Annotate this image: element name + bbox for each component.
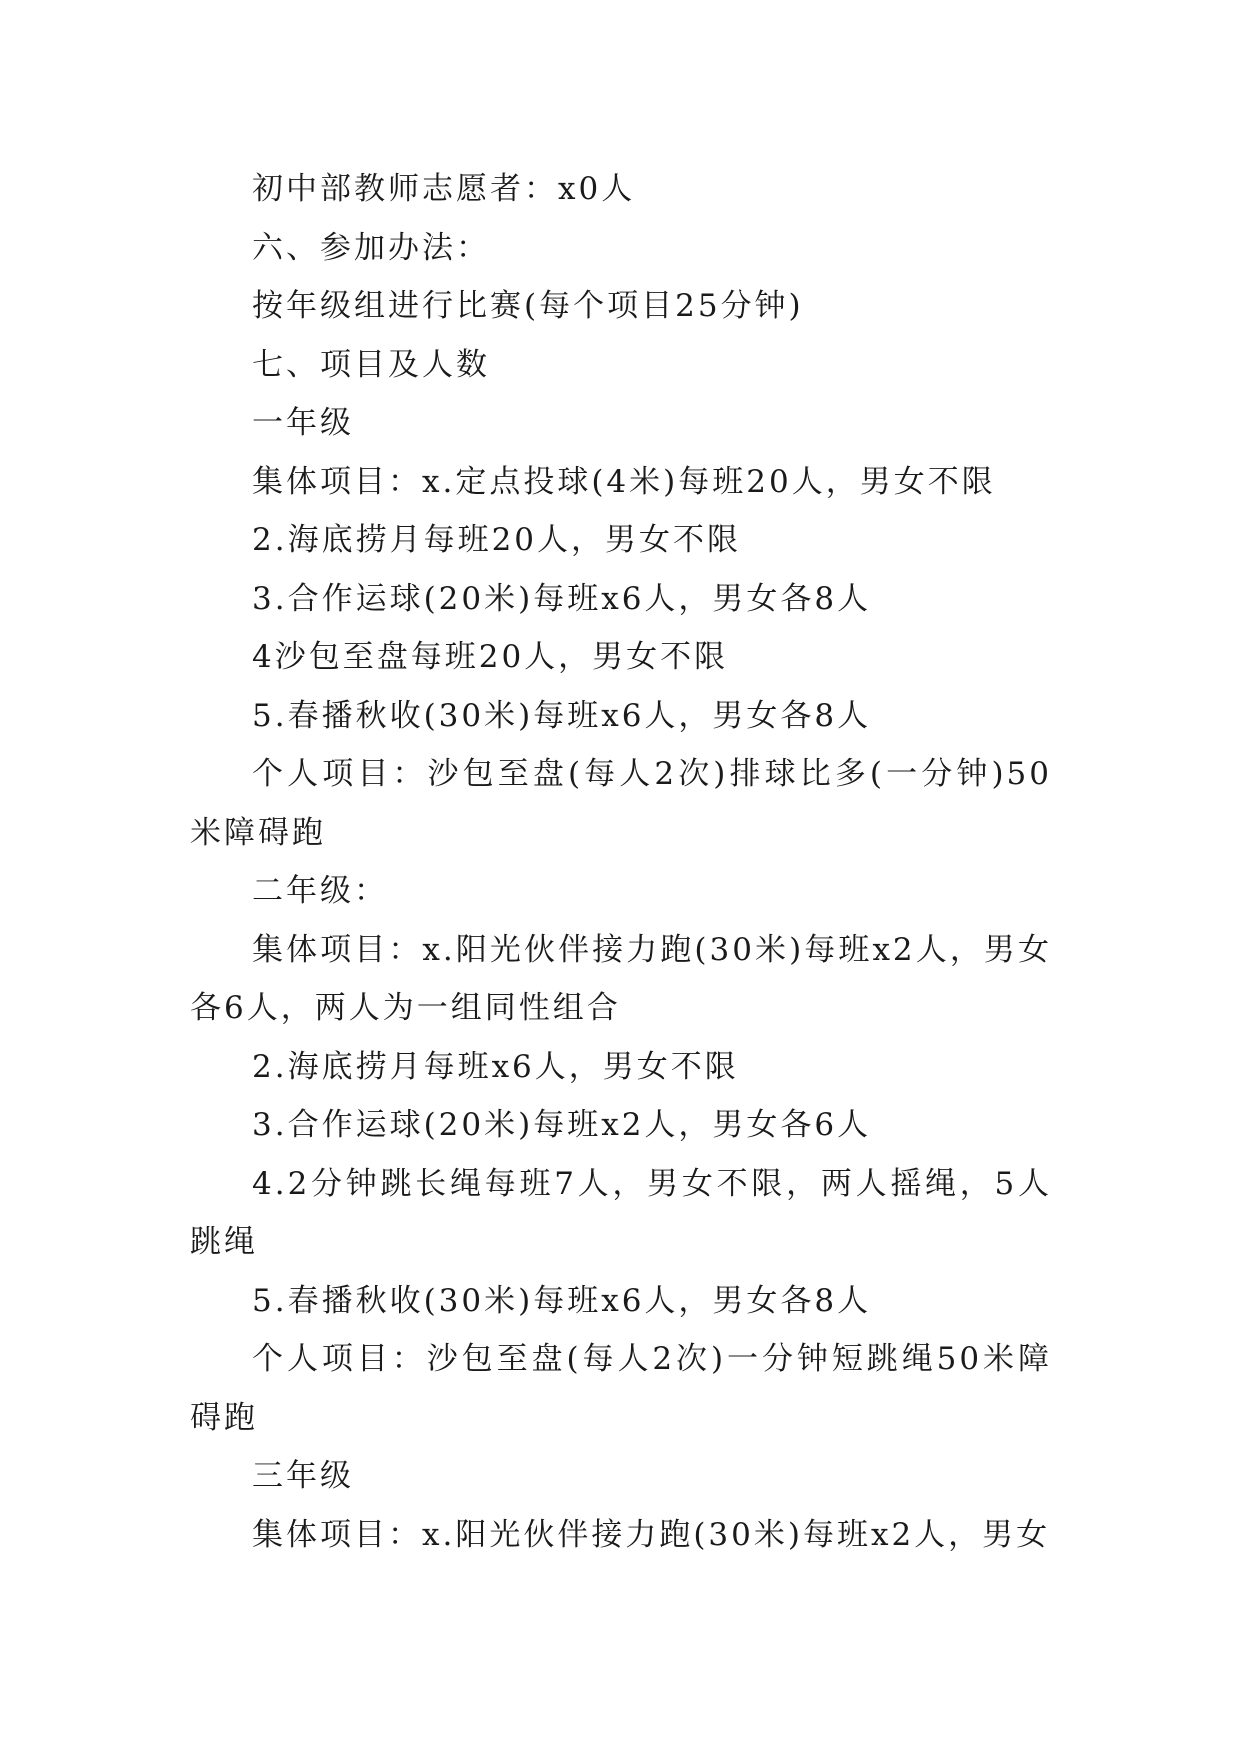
- grade-two-team-event-1: 集体项目：x.阳光伙伴接力跑(30米)每班x2人，男女各6人，两人为一组同性组合: [190, 931, 1052, 1026]
- paragraph-competition-format: 按年级组进行比赛(每个项目25分钟): [252, 288, 804, 324]
- grade-one-individual-events: 个人项目：沙包至盘(每人2次)排球比多(一分钟)50米障碍跑: [190, 756, 1052, 851]
- heading-grade-one: 一年级: [252, 405, 354, 441]
- heading-grade-three: 三年级: [252, 1458, 354, 1494]
- grade-one-team-event-1: 集体项目：x.定点投球(4米)每班20人，男女不限: [252, 463, 996, 500]
- grade-two-individual-events: 个人项目：沙包至盘(每人2次)一分钟短跳绳50米障碍跑: [190, 1341, 1052, 1436]
- grade-one-team-event-4: 4沙包至盘每班20人，男女不限: [252, 639, 729, 675]
- grade-two-team-event-4: 4.2分钟跳长绳每班7人，男女不限，两人摇绳，5人跳绳: [190, 1165, 1052, 1260]
- grade-one-team-event-5: 5.春播秋收(30米)每班x6人，男女各8人: [252, 697, 872, 734]
- grade-one-team-event-3: 3.合作运球(20米)每班x6人，男女各8人: [252, 580, 872, 617]
- grade-two-team-event-2: 2.海底捞月每班x6人，男女不限: [252, 1048, 739, 1085]
- heading-events-and-numbers: 七、项目及人数: [252, 346, 490, 383]
- document-page: [190, 160, 1052, 1564]
- paragraph-teacher-volunteers: 初中部教师志愿者：x0人: [252, 171, 636, 207]
- grade-one-team-event-2: 2.海底捞月每班20人，男女不限: [252, 522, 742, 558]
- grade-three-team-event-1: 集体项目：x.阳光伙伴接力跑(30米)每班x2人，男女: [252, 1516, 1051, 1553]
- heading-grade-two: 二年级：: [252, 873, 388, 909]
- heading-participation-method: 六、参加办法：: [252, 229, 490, 266]
- grade-two-team-event-3: 3.合作运球(20米)每班x2人，男女各6人: [252, 1107, 872, 1143]
- grade-two-team-event-5: 5.春播秋收(30米)每班x6人，男女各8人: [252, 1282, 872, 1319]
